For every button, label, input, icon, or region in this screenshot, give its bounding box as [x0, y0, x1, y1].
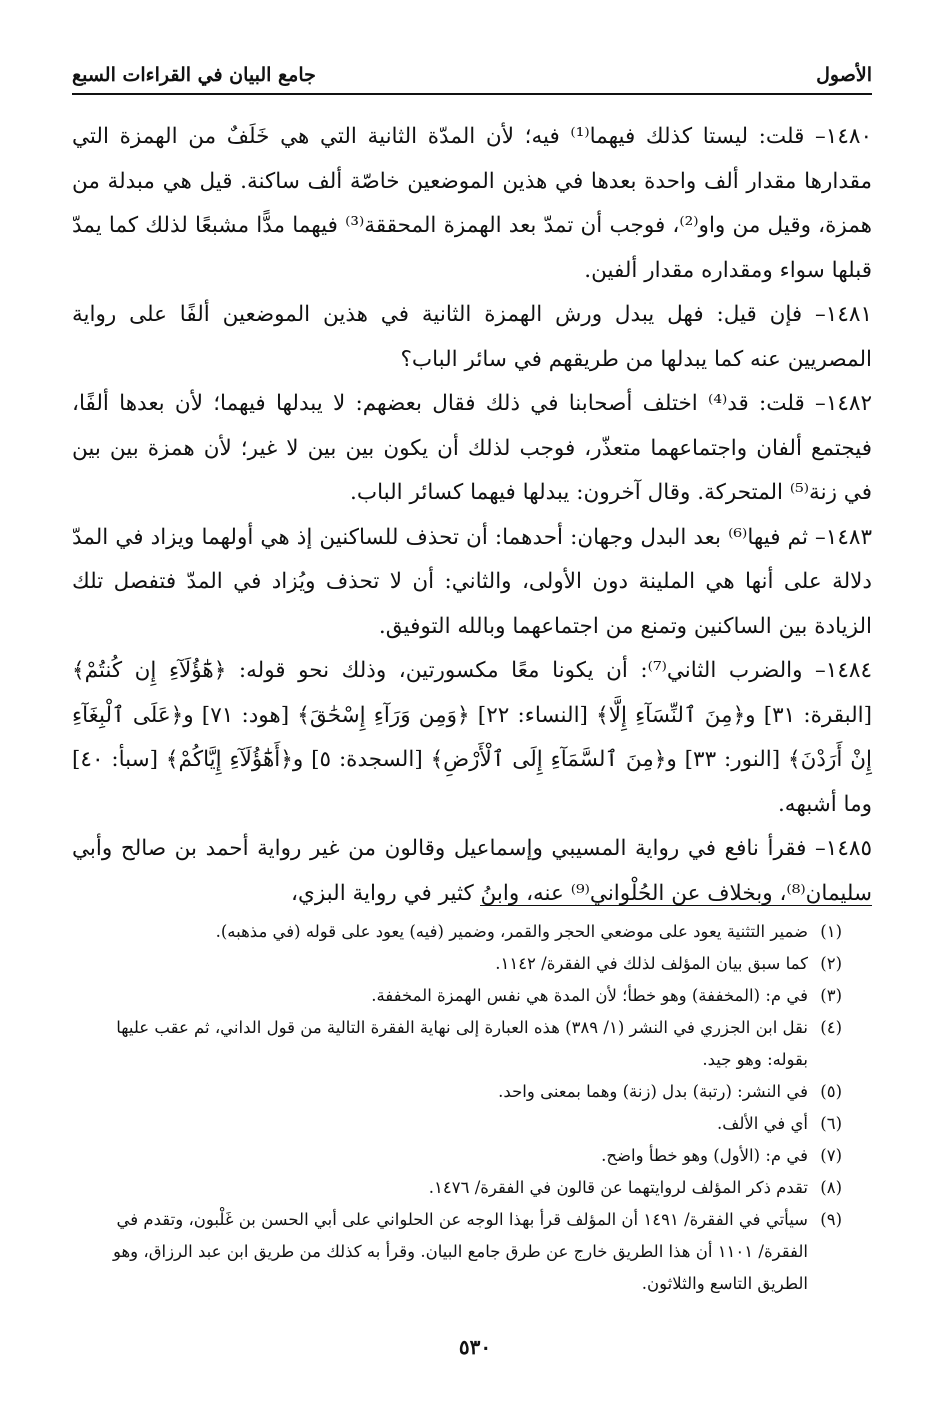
running-header: [72, 66, 872, 95]
footnote-text: ضمير التثنية يعود على موضعي الحجر والقمر، وضمير (فيه) يعود على قوله (في مذهبه).: [215, 922, 808, 941]
footnote: [100, 1172, 842, 1204]
footnote-text: تقدم ذكر المؤلف لروايتهما عن قالون في الفقرة/ ١٤٧٦.: [428, 1178, 808, 1197]
paragraph: [72, 827, 872, 916]
footnote-text: كما سبق بيان المؤلف لذلك في الفقرة/ ١١٤٢.: [495, 954, 808, 973]
footnote-number: (٩): [820, 1210, 842, 1229]
paragraph-text: – فإن قيل: فهل يبدل ورش الهمزة الثانية في هذين الموضعين ألفًا على رواية المصريين عنه كما يبدلها من طريقهم في سائر الباب؟: [72, 302, 872, 372]
footnote-text: في م: (المخففة) وهو خطأ؛ لأن المدة هي نفس الهمزة المخففة.: [371, 986, 808, 1005]
footnote: [100, 1140, 842, 1172]
footnote: [100, 1076, 842, 1108]
page-number: ٥٣٠: [458, 1335, 492, 1359]
paragraph-number: ١٤٨٤: [825, 658, 872, 683]
footnote-number: (٤): [820, 1018, 842, 1037]
paragraph-number: ١٤٨٠: [825, 124, 872, 149]
footnote-number: (٥): [820, 1082, 842, 1101]
paragraph: [72, 516, 872, 650]
footnote-text: سيأتي في الفقرة/ ١٤٩١ أن المؤلف قرأ بهذا الوجه عن الحلواني على أبي الحسن بن غَلْبون، وتقدم في الفقرة/ ١١٠١ أن هذا الطريق خارج عن طرق جامع البيان. وقرأ به كذلك من طريق ابن عبد الرزاق، وهو الطريق التاسع والثلاثون.: [112, 1210, 808, 1293]
footnote: [100, 980, 842, 1012]
paragraph-text: – قلت: قد⁽⁴⁾ اختلف أصحابنا في ذلك فقال بعضهم: لا يبدلها فيهما؛ لأن بعدها ألفًا، فيجتمع ألفان واجتماعهما متعذّر، فوجب لذلك أن يكون بين بين لا غير؛ لأن همزة بين بين في زنة⁽⁵⁾ المتحركة. وقال آخرون: يبدلها فيهما كسائر الباب.: [72, 391, 872, 505]
footnote-text: في م: (الأول) وهو خطأ واضح.: [601, 1146, 808, 1165]
section-title: الأصول: [816, 64, 872, 86]
book-title: جامع البيان في القراءات السبع: [72, 64, 316, 86]
footnote-number: (٨): [820, 1178, 842, 1197]
footnote-number: (٦): [820, 1114, 842, 1133]
footnote-number: (٣): [820, 986, 842, 1005]
paragraph-number: ١٤٨٣: [825, 524, 872, 550]
paragraph-text: – فقرأ نافع في رواية المسيبي وإسماعيل وقالون من غير رواية أحمد بن صالح وأبي سليمان⁽⁸⁾، وبخلاف عن الحُلْواني⁽⁹⁾ عنه، وابنُ كثير في رواية البزي،: [72, 836, 872, 906]
paragraph: [72, 293, 872, 382]
footnote-text: نقل ابن الجزري في النشر (١/ ٣٨٩) هذه العبارة إلى نهاية الفقرة التالية من قول الداني، ثم عقب عليها بقوله: وهو جيد.: [116, 1018, 808, 1069]
footnote: [100, 916, 842, 948]
footnote: [100, 1108, 842, 1140]
paragraph-number: ١٤٨١: [825, 302, 872, 327]
paragraph-number: ١٤٨٢: [825, 391, 873, 416]
paragraph-text: – قلت: ليستا كذلك فيهما⁽¹⁾ فيه؛ لأن المدّة الثانية التي هي خَلَفٌ من الهمزة التي مقدارها مقدار ألف واحدة بعدها في هذين الموضعين خاصّة ألف ساكنة. قيل هي مبدلة من همزة، وقيل من واو⁽²⁾، فوجب أن تمدّ بعد الهمزة المحققة⁽³⁾ فيهما مدًّا مشبعًا لذلك كما يمدّ قبلها سواء ومقداره مقدار ألفين.: [72, 124, 873, 283]
footnote-number: (٧): [820, 1146, 842, 1165]
paragraph: [72, 649, 872, 827]
paragraph: [72, 382, 872, 516]
main-text: [72, 115, 872, 916]
paragraph-text: – ثم فيها⁽⁶⁾ بعد البدل وجهان: أحدهما: أن تحذف للساكنين إذ هي أولهما ويزاد في المدّ دلالة على أنها هي الملينة دون الأولى، والثاني: أن لا تحذف ويُزاد في المدّ فتفصل تلك الزيادة بين الساكنين وتمنع من اجتماعهما وبالله التوفيق.: [72, 524, 872, 639]
paragraph-text: – والضرب الثاني⁽⁷⁾: أن يكونا معًا مكسورتين، وذلك نحو قوله: ﴿هَٰٓؤُلَآءِ إِن كُنتُمْ﴾ [البقرة: ٣١] و﴿مِنَ ٱلنِّسَآءِ إِلَّا﴾ [النساء: ٢٢] ﴿وَمِن وَرَآءِ إِسْحَٰقَ﴾ [هود: ٧١] و﴿عَلَى ٱلْبِغَآءِ إِنْ أَرَدْنَ﴾ [النور: ٣٣] و﴿مِنَ ٱلسَّمَآءِ إِلَى ٱلْأَرْضِ﴾ [السجدة: ٥] و﴿أَهَٰٓؤُلَآءِ إِيَّاكُمْ﴾ [سبأ: ٤٠] وما أشبهه.: [72, 658, 872, 817]
footnote-text: أي في الألف.: [717, 1114, 808, 1133]
paragraph-number: ١٤٨٥: [825, 836, 872, 861]
footnotes: [100, 916, 842, 1300]
footnote-text: في النشر: (رتبة) بدل (زنة) وهما بمعنى واحد.: [498, 1082, 808, 1101]
footnote-divider: [480, 905, 872, 906]
footnote-number: (١): [820, 922, 842, 941]
paragraph: [72, 115, 872, 293]
footnote: [100, 1012, 842, 1076]
footnote: [100, 1204, 842, 1300]
footnote: [100, 948, 842, 980]
footnote-number: (٢): [820, 954, 842, 973]
